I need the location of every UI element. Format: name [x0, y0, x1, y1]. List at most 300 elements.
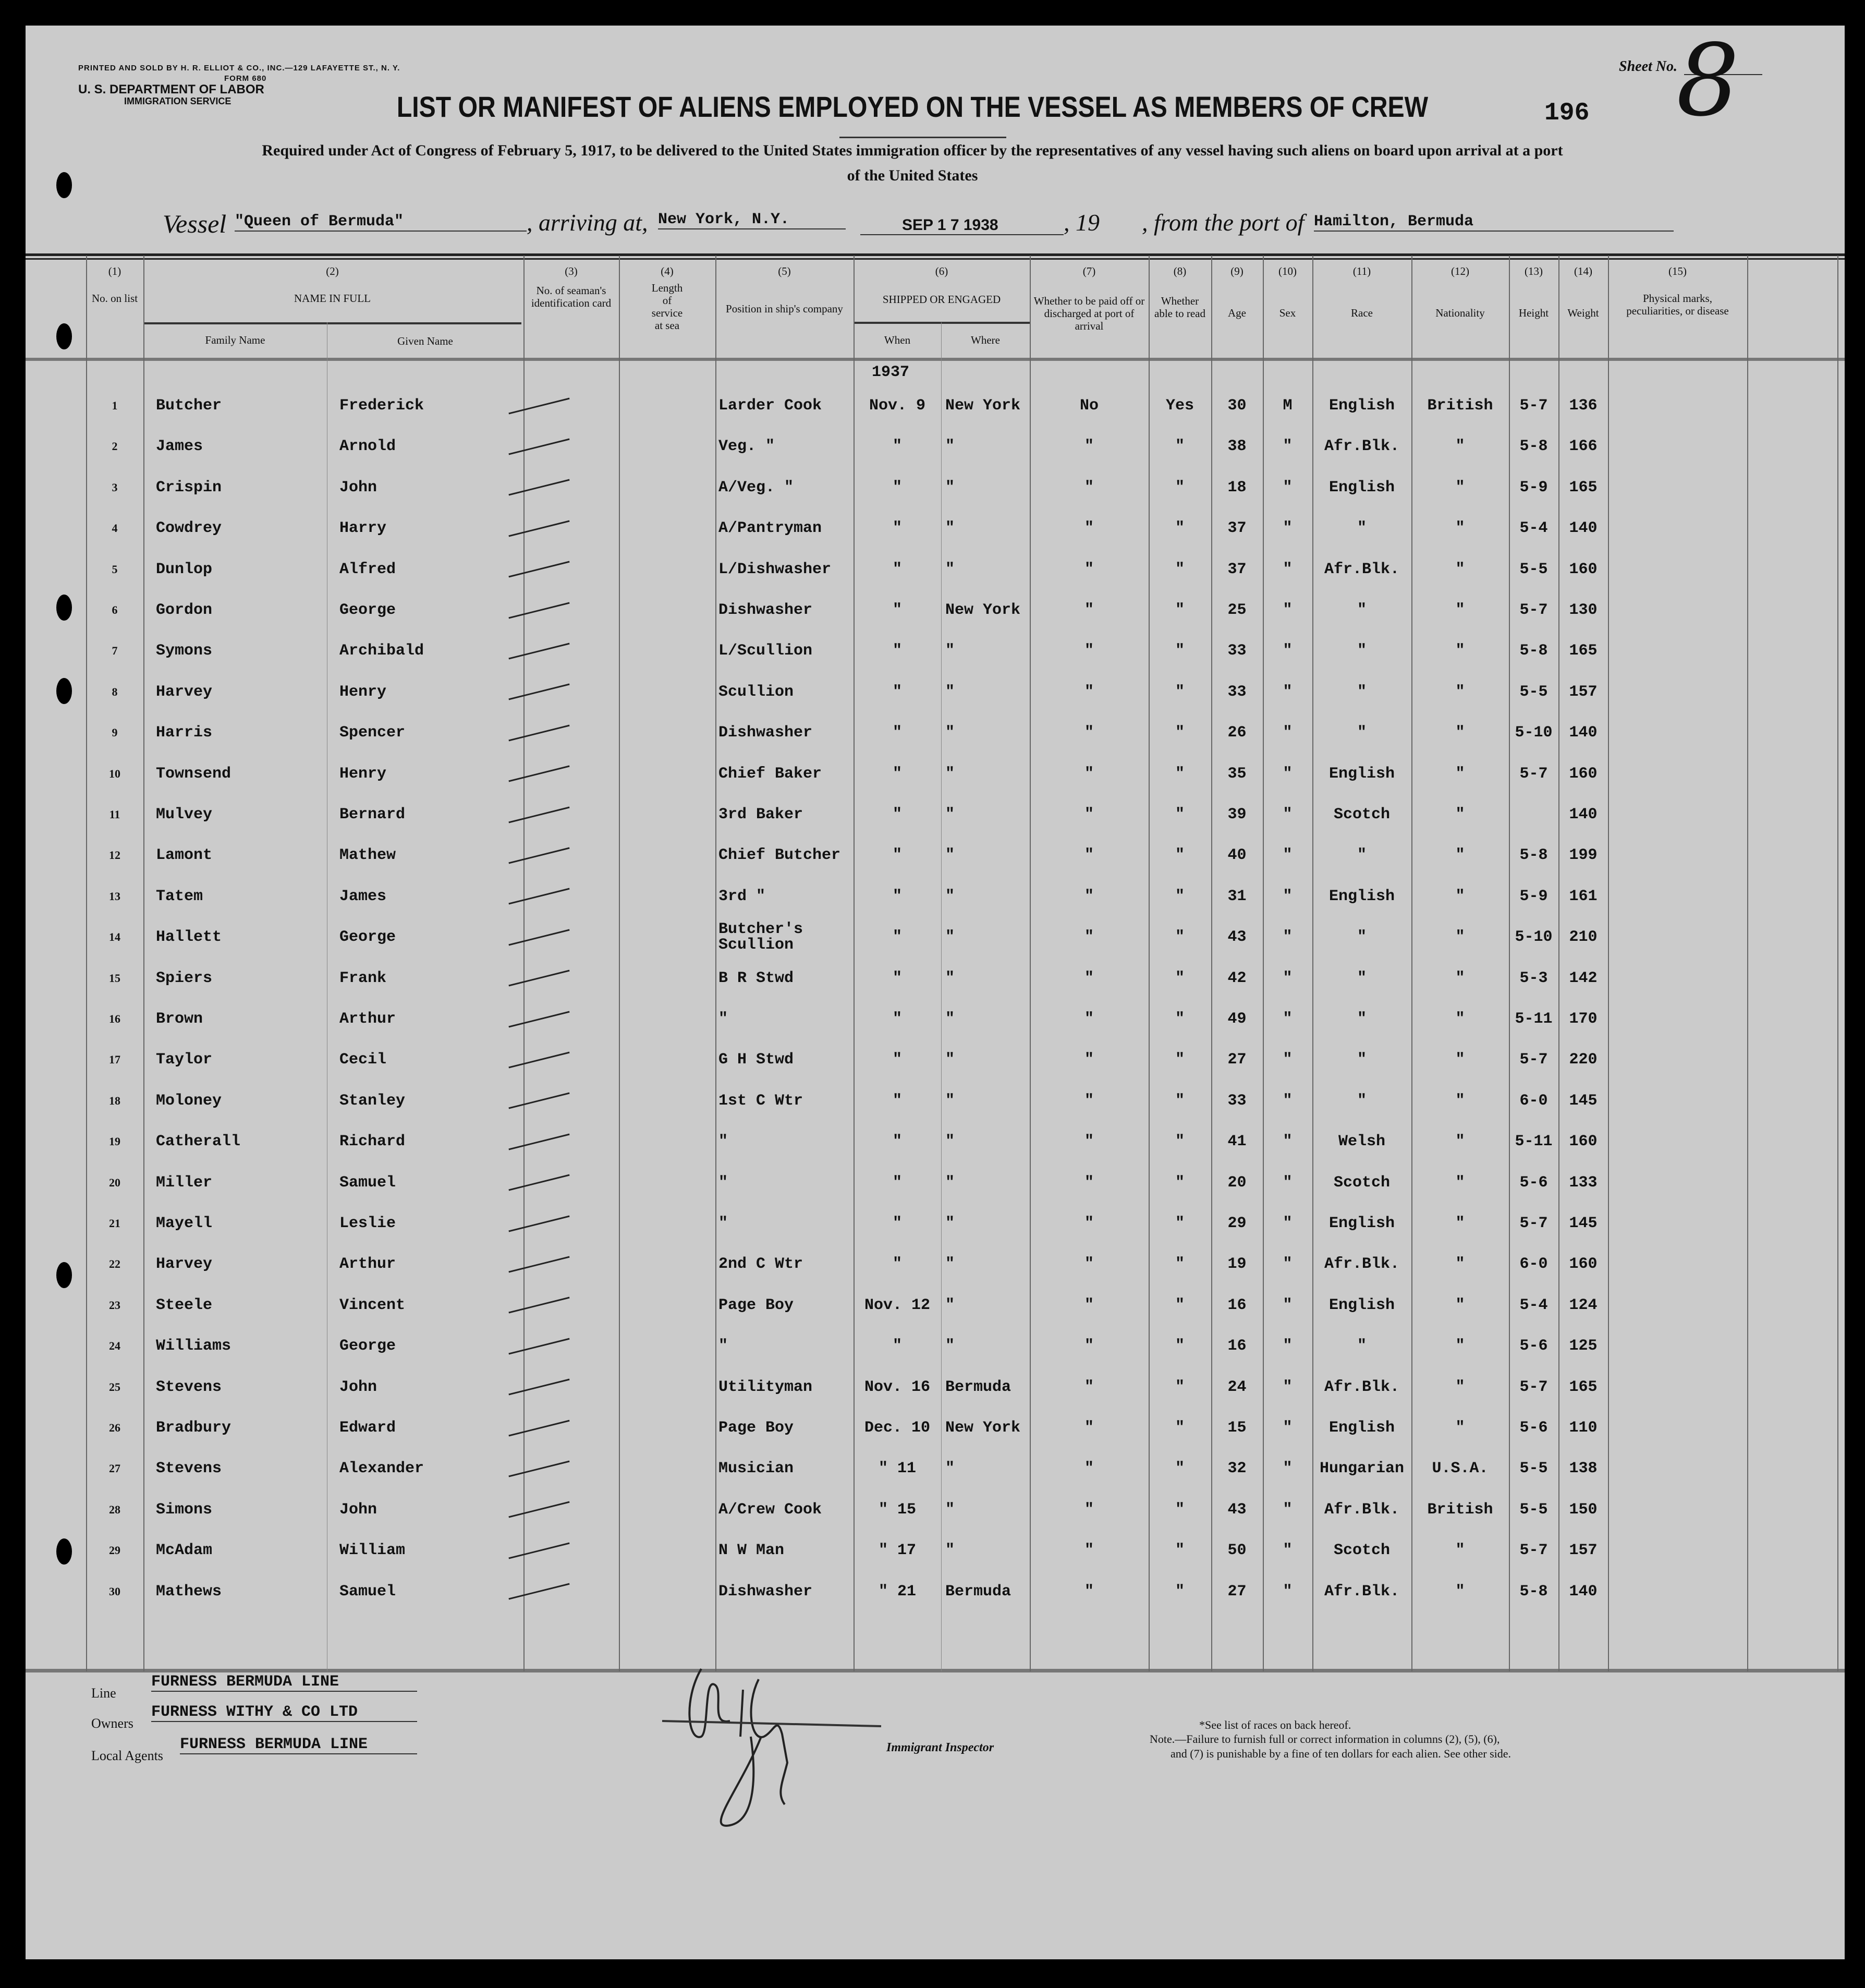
shipped-where: " [945, 1173, 955, 1192]
position: Butcher's Scullion [718, 920, 803, 954]
agents-value: FURNESS BERMUDA LINE [180, 1736, 417, 1754]
shipped-when: " [892, 1133, 902, 1151]
row-number: 12 [109, 848, 120, 862]
row-number: 10 [109, 767, 120, 780]
paid-off: " [1084, 1542, 1094, 1560]
age: 49 [1227, 1010, 1247, 1028]
race: " [1357, 1337, 1367, 1355]
paid-off: " [1084, 806, 1094, 823]
given-name: Mathew [339, 846, 396, 865]
age: 18 [1227, 478, 1247, 496]
col-number-15: (15) [1668, 265, 1687, 277]
given-name: George [339, 601, 396, 619]
id-card [523, 405, 619, 407]
position: N W Man [718, 1542, 785, 1560]
punch-hole [56, 678, 72, 704]
paid-off: " [1084, 519, 1094, 538]
crew-row [86, 754, 1838, 794]
id-card [523, 528, 619, 529]
able-to-read: " [1175, 1215, 1185, 1232]
row-number: 21 [109, 1217, 120, 1230]
sex: " [1283, 1215, 1293, 1232]
position: 1st C Wtr [718, 1092, 803, 1110]
shipped-when: " [892, 1337, 902, 1355]
able-to-read: " [1175, 1051, 1185, 1069]
given-name: George [339, 1337, 396, 1355]
family-name: Tatem [156, 887, 203, 905]
paid-off: " [1084, 601, 1094, 619]
race: Afr.Blk. [1324, 560, 1400, 578]
family-name: Stevens [156, 1460, 222, 1478]
age: 30 [1227, 397, 1247, 415]
family-name: Moloney [156, 1092, 222, 1110]
row-number: 27 [109, 1462, 120, 1475]
age: 41 [1227, 1133, 1247, 1151]
punch-hole [56, 595, 72, 621]
shipped-when: " [892, 438, 902, 456]
race: English [1328, 887, 1395, 905]
shipped-when: " [892, 1092, 902, 1110]
shipped-where: Bermuda [945, 1378, 1011, 1396]
weight: 165 [1569, 642, 1598, 660]
race: " [1357, 846, 1367, 865]
family-name: Mathews [156, 1582, 222, 1601]
height: 5-7 [1519, 397, 1548, 415]
nationality: " [1455, 478, 1465, 496]
shipped-when: " [892, 969, 902, 987]
weight: 199 [1569, 846, 1598, 865]
sex: " [1283, 438, 1293, 456]
shipped-where: " [945, 846, 955, 865]
nationality: " [1455, 1542, 1465, 1560]
paid-off: " [1084, 1215, 1094, 1232]
age: 27 [1227, 1582, 1247, 1601]
id-card [523, 773, 619, 774]
weight: 161 [1569, 887, 1598, 905]
family-name: Simons [156, 1500, 213, 1519]
given-name: Harry [339, 519, 387, 538]
nationality: " [1455, 724, 1465, 742]
family-name: Townsend [156, 765, 231, 783]
sex: " [1283, 642, 1293, 660]
given-name: Samuel [339, 1173, 396, 1192]
age: 20 [1227, 1173, 1247, 1192]
family-name: James [156, 438, 203, 456]
crew-row [86, 467, 1838, 508]
height: 5-11 [1515, 1133, 1553, 1151]
id-card [523, 1509, 619, 1510]
penalty-note-1: Note.—Failure to furnish full or correct information in columns (2), (5), (6), [1150, 1732, 1500, 1745]
race: English [1328, 1215, 1395, 1232]
given-name: Leslie [339, 1215, 396, 1232]
race: English [1328, 478, 1395, 496]
nationality: " [1455, 560, 1465, 578]
sex: " [1283, 683, 1293, 701]
height: 5-6 [1519, 1173, 1548, 1192]
weight: 166 [1569, 438, 1598, 456]
position: 3rd Baker [718, 806, 803, 823]
shipped-when: " [892, 887, 902, 905]
paid-off: " [1084, 887, 1094, 905]
height: 6-0 [1519, 1092, 1548, 1110]
able-to-read: Yes [1165, 397, 1194, 415]
crew-row [86, 1367, 1838, 1408]
shipped-when: " [892, 765, 902, 783]
penalty-note-2: and (7) is punishable by a fine of ten dollars for each alien. See other side. [1171, 1747, 1511, 1760]
header-family-name: Family Name [205, 334, 265, 346]
header-id-card: No. of seaman's identification card [531, 284, 612, 309]
family-name: Williams [156, 1337, 231, 1355]
col-number-4: (4) [661, 265, 674, 277]
given-name: John [339, 1378, 377, 1396]
nationality: " [1455, 1337, 1465, 1355]
given-name: Alexander [339, 1460, 424, 1478]
sex: " [1283, 560, 1293, 578]
page-title: LIST OR MANIFEST OF ALIENS EMPLOYED ON THE VESSEL AS MEMBERS OF CREW [396, 90, 1429, 123]
crew-row [86, 1408, 1838, 1448]
id-card [523, 1264, 619, 1265]
crew-row [86, 794, 1838, 835]
family-name: Mulvey [156, 806, 213, 823]
weight: 140 [1569, 724, 1598, 742]
weight: 145 [1569, 1215, 1598, 1232]
shipped-when: " [892, 1215, 902, 1232]
position: Utilityman [718, 1378, 813, 1396]
race: " [1357, 1051, 1367, 1069]
height: 6-0 [1519, 1255, 1548, 1274]
shipped-where: " [945, 1255, 955, 1274]
able-to-read: " [1175, 560, 1185, 578]
family-name: Spiers [156, 969, 213, 987]
paid-off: " [1084, 1337, 1094, 1355]
sex: " [1283, 765, 1293, 783]
id-card [523, 487, 619, 488]
able-to-read: " [1175, 438, 1185, 456]
header-physical-marks: Physical marks, peculiarities, or disease [1626, 292, 1729, 317]
shipped-where: " [945, 806, 955, 823]
paid-off: No [1079, 397, 1099, 415]
given-name: Samuel [339, 1582, 396, 1601]
id-card [523, 1345, 619, 1347]
given-name: Vincent [339, 1296, 406, 1314]
paid-off: " [1084, 438, 1094, 456]
header-given-name: Given Name [397, 335, 453, 347]
id-card [523, 1550, 619, 1551]
given-name: Frank [339, 969, 387, 987]
crew-row [86, 1162, 1838, 1203]
given-name: Henry [339, 683, 387, 701]
form-number: FORM 680 [224, 74, 267, 83]
id-card [523, 1591, 619, 1592]
row-number: 17 [109, 1053, 120, 1066]
shipped-when: " [892, 928, 902, 947]
position: Larder Cook [718, 397, 822, 415]
age: 19 [1227, 1255, 1247, 1274]
able-to-read: " [1175, 1542, 1185, 1560]
sex: " [1283, 928, 1293, 947]
row-number: 16 [109, 1012, 120, 1025]
height: 5-7 [1519, 1378, 1548, 1396]
page-number: 196 [1544, 99, 1590, 127]
shipped-where: New York [945, 601, 1021, 619]
family-name: Steele [156, 1296, 213, 1314]
given-name: Arnold [339, 438, 396, 456]
weight: 160 [1569, 560, 1598, 578]
row-number: 1 [112, 399, 118, 412]
weight: 160 [1569, 1133, 1598, 1151]
family-name: Symons [156, 642, 213, 660]
inspector-label: Immigrant Inspector [886, 1741, 994, 1754]
weight: 142 [1569, 969, 1598, 987]
crew-row [86, 958, 1838, 999]
age: 15 [1227, 1419, 1247, 1437]
position: A/Veg. " [718, 478, 794, 496]
age: 33 [1227, 642, 1247, 660]
nationality: " [1455, 969, 1465, 987]
vessel-name: "Queen of Bermuda" [235, 213, 527, 232]
weight: 110 [1569, 1419, 1598, 1437]
shipped-where: " [945, 1500, 955, 1519]
weight: 157 [1569, 683, 1598, 701]
owners-label: Owners [91, 1716, 133, 1731]
height: 5-8 [1519, 846, 1548, 865]
paid-off: " [1084, 1133, 1094, 1151]
crew-row [86, 1244, 1838, 1284]
nationality: " [1455, 765, 1465, 783]
nationality: " [1455, 928, 1465, 947]
able-to-read: " [1175, 928, 1185, 947]
header-sex: Sex [1279, 307, 1296, 319]
age: 32 [1227, 1460, 1247, 1478]
position: L/Scullion [718, 642, 813, 660]
row-number: 4 [112, 522, 118, 535]
row-number: 30 [109, 1584, 120, 1598]
nationality: " [1455, 1051, 1465, 1069]
weight: 125 [1569, 1337, 1598, 1355]
height: 5-6 [1519, 1419, 1548, 1437]
row-number: 28 [109, 1502, 120, 1516]
weight: 130 [1569, 601, 1598, 619]
crew-row [86, 549, 1838, 590]
shipped-where: New York [945, 397, 1021, 415]
row-number: 29 [109, 1544, 120, 1557]
id-card [523, 568, 619, 570]
sex: " [1283, 1419, 1293, 1437]
age: 35 [1227, 765, 1247, 783]
row-number: 20 [109, 1175, 120, 1189]
race: " [1357, 519, 1367, 538]
sex: " [1283, 1542, 1293, 1560]
shipped-when: " [892, 724, 902, 742]
col-number-12: (12) [1451, 265, 1469, 277]
race: Afr.Blk. [1324, 1255, 1400, 1274]
position: Chief Butcher [718, 846, 841, 865]
col-number-9: (9) [1230, 265, 1244, 277]
weight: 150 [1569, 1500, 1598, 1519]
height: 5-10 [1515, 724, 1553, 742]
height: 5-5 [1519, 683, 1548, 701]
from-label: , from the port of [1142, 209, 1305, 236]
paid-off: " [1084, 1051, 1094, 1069]
position: Veg. " [718, 438, 775, 456]
weight: 124 [1569, 1296, 1598, 1314]
given-name: Henry [339, 765, 387, 783]
header-paid-off: Whether to be paid off or discharged at port of arrival [1033, 295, 1145, 332]
printer-line: PRINTED AND SOLD BY H. R. ELLIOT & CO., INC.—129 LAFAYETTE ST., N. Y. [78, 64, 400, 72]
weight: 220 [1569, 1051, 1598, 1069]
age: 31 [1227, 887, 1247, 905]
shipped-where: Bermuda [945, 1582, 1011, 1601]
age: 39 [1227, 806, 1247, 823]
position: G H Stwd [718, 1051, 794, 1069]
row-number: 2 [112, 440, 118, 453]
shipped-when: " [892, 601, 902, 619]
age: 26 [1227, 724, 1247, 742]
position: " [718, 1133, 728, 1151]
nationality: " [1455, 1173, 1465, 1192]
race: " [1357, 642, 1367, 660]
shipped-where: " [945, 478, 955, 496]
header-length-of-service: Length of service at sea [651, 282, 683, 332]
header-when: When [884, 334, 911, 346]
subtitle-line-2: of the United States [847, 167, 978, 184]
able-to-read: " [1175, 1460, 1185, 1478]
races-note: *See list of races on back hereof. [1199, 1718, 1351, 1731]
shipped-where: " [945, 887, 955, 905]
age: 43 [1227, 928, 1247, 947]
row-number: 13 [109, 889, 120, 903]
paid-off: " [1084, 1500, 1094, 1519]
height: 5-8 [1519, 1582, 1548, 1601]
weight: 165 [1569, 478, 1598, 496]
able-to-read: " [1175, 478, 1185, 496]
header-position: Position in ship's company [726, 302, 843, 315]
shipped-when: " 11 [878, 1460, 916, 1478]
family-name: Gordon [156, 601, 213, 619]
able-to-read: " [1175, 1419, 1185, 1437]
nationality: British [1427, 397, 1493, 415]
position: Chief Baker [718, 765, 822, 783]
arriving-label: , arriving at, [527, 209, 648, 236]
nationality: " [1455, 1255, 1465, 1274]
weight: 157 [1569, 1542, 1598, 1560]
col-number-5: (5) [778, 265, 791, 277]
family-name: Cowdrey [156, 519, 222, 538]
height: 5-11 [1515, 1010, 1553, 1028]
id-card [523, 650, 619, 652]
family-name: Hallett [156, 928, 222, 947]
given-name: John [339, 1500, 377, 1519]
punch-hole [56, 1262, 72, 1288]
shipped-where: " [945, 724, 955, 742]
row-number: 18 [109, 1094, 120, 1107]
row-number: 9 [112, 726, 118, 740]
crew-row [86, 876, 1838, 917]
sex: " [1283, 1255, 1293, 1274]
subtitle-line-1: Required under Act of Congress of February 5, 1917, to be delivered to the United States immigration officer by the representatives of any vessel having such aliens on board upon arrival at a port [262, 142, 1563, 159]
col-number-7: (7) [1082, 265, 1096, 277]
crew-row [86, 508, 1838, 549]
able-to-read: " [1175, 519, 1185, 538]
crew-row [86, 917, 1838, 957]
shipped-when: Nov. 16 [864, 1378, 931, 1396]
id-card [523, 895, 619, 897]
position: Dishwasher [718, 601, 813, 619]
sex: " [1283, 1378, 1293, 1396]
sex: " [1283, 1092, 1293, 1110]
header-nationality: Nationality [1435, 307, 1485, 319]
paid-off: " [1084, 1092, 1094, 1110]
vessel-label: Vessel [163, 209, 227, 238]
age: 40 [1227, 846, 1247, 865]
nationality: " [1455, 1582, 1465, 1601]
family-name: Harvey [156, 1255, 213, 1274]
sex: " [1283, 1051, 1293, 1069]
id-card [523, 814, 619, 816]
id-card [523, 1386, 619, 1388]
row-number: 11 [109, 808, 120, 821]
able-to-read: " [1175, 1133, 1185, 1151]
position: Dishwasher [718, 1582, 813, 1601]
able-to-read: " [1175, 724, 1185, 742]
id-card [523, 1427, 619, 1429]
paid-off: " [1084, 846, 1094, 865]
position: " [718, 1337, 728, 1355]
age: 29 [1227, 1215, 1247, 1232]
crew-row [86, 999, 1838, 1039]
race: " [1357, 1092, 1367, 1110]
able-to-read: " [1175, 1337, 1185, 1355]
given-name: Arthur [339, 1255, 396, 1274]
crew-row [86, 631, 1838, 671]
weight: 145 [1569, 1092, 1598, 1110]
nationality: " [1455, 1419, 1465, 1437]
age: 43 [1227, 1500, 1247, 1519]
shipped-where: New York [945, 1419, 1021, 1437]
given-name: Spencer [339, 724, 406, 742]
family-name: Lamont [156, 846, 213, 865]
given-name: Arthur [339, 1010, 396, 1028]
departure-port: Hamilton, Bermuda [1314, 213, 1674, 232]
id-card [523, 1059, 619, 1061]
given-name: Edward [339, 1419, 396, 1437]
family-name: Catherall [156, 1133, 241, 1151]
height: 5-5 [1519, 1460, 1548, 1478]
id-card [523, 1304, 619, 1306]
able-to-read: " [1175, 846, 1185, 865]
agents-label: Local Agents [91, 1748, 163, 1763]
shipped-when: " [892, 683, 902, 701]
sex: " [1283, 1582, 1293, 1601]
age: 24 [1227, 1378, 1247, 1396]
shipped-when: " [892, 560, 902, 578]
shipped-where: " [945, 519, 955, 538]
crew-row [86, 1530, 1838, 1571]
row-number: 22 [109, 1257, 120, 1271]
family-name: Crispin [156, 478, 222, 496]
row-number: 25 [109, 1380, 120, 1393]
position: Musician [718, 1460, 794, 1478]
col-number-3: (3) [565, 265, 578, 277]
header-race: Race [1351, 307, 1373, 319]
position: " [718, 1010, 728, 1028]
col-number-14: (14) [1574, 265, 1592, 277]
weight: 170 [1569, 1010, 1598, 1028]
weight: 136 [1569, 397, 1598, 415]
row-number: 14 [109, 930, 120, 944]
given-name: Bernard [339, 806, 406, 823]
position: A/Crew Cook [718, 1500, 822, 1519]
